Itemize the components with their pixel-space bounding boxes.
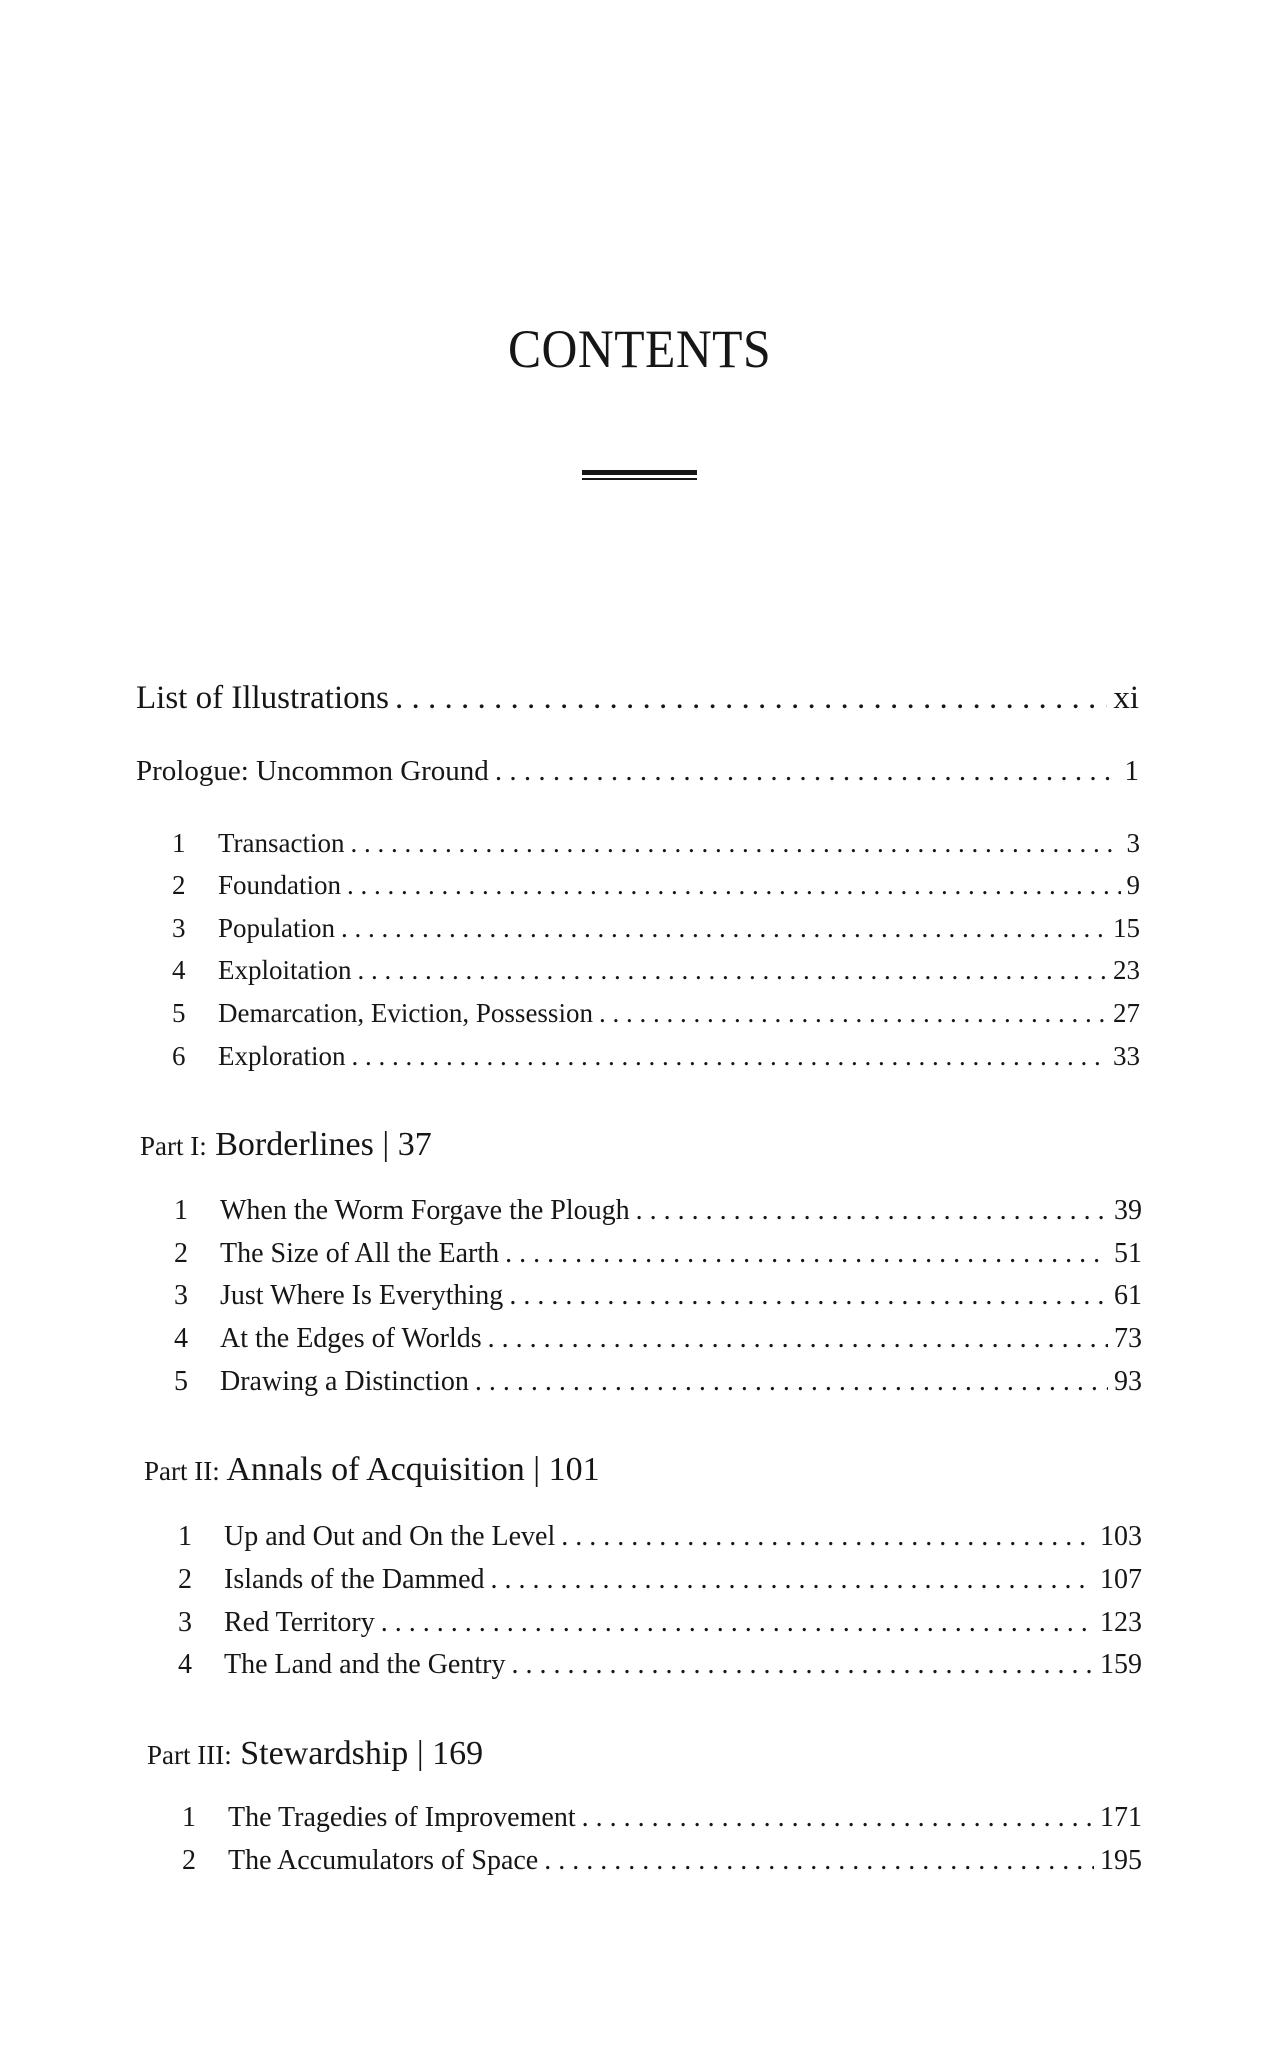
- entry-title: Drawing a Distinction: [220, 1366, 469, 1397]
- title-divider: [582, 470, 697, 480]
- page-number: 61: [1114, 1280, 1142, 1311]
- entry-title: Just Where Is Everything: [220, 1280, 504, 1311]
- toc-entry[interactable]: [178, 1649, 1142, 1681]
- entry-title: When the Worm Forgave the Plough: [220, 1195, 630, 1226]
- toc-entry[interactable]: [174, 1195, 1142, 1227]
- chapter-number: 6: [172, 1041, 186, 1071]
- entry-title: The Size of All the Earth: [220, 1238, 500, 1269]
- toc-entry[interactable]: [172, 913, 1140, 944]
- part-heading: [140, 1126, 432, 1164]
- entry-title: Transaction: [218, 828, 345, 858]
- page-number: xi: [1113, 680, 1139, 716]
- page-number: 9: [1126, 870, 1140, 900]
- dot-leader: [509, 1280, 1108, 1312]
- page-number: 15: [1113, 913, 1140, 943]
- page-number: 23: [1113, 955, 1140, 985]
- entry-title: Exploitation: [218, 955, 352, 985]
- toc-entry[interactable]: [182, 1845, 1142, 1877]
- part-title: Borderlines: [206, 1126, 374, 1163]
- part-page: 101: [548, 1451, 600, 1488]
- page-number: 39: [1114, 1195, 1142, 1226]
- chapter-number: 3: [174, 1280, 188, 1311]
- chapter-number: 4: [172, 955, 186, 985]
- page-number: 73: [1114, 1323, 1142, 1354]
- dot-leader: [544, 1845, 1094, 1877]
- entry-title: Prologue: Uncommon Ground: [136, 755, 489, 787]
- chapter-number: 3: [172, 913, 186, 943]
- toc-entry[interactable]: [178, 1564, 1142, 1596]
- dot-leader: [347, 870, 1120, 901]
- dot-leader: [395, 680, 1107, 717]
- chapter-number: 4: [178, 1649, 192, 1680]
- toc-entry[interactable]: [178, 1521, 1142, 1553]
- part-label: Part II:: [144, 1456, 220, 1486]
- entry-title: Demarcation, Eviction, Possession: [218, 998, 593, 1028]
- chapter-number: 5: [174, 1366, 188, 1397]
- entry-title: At the Edges of Worlds: [220, 1323, 482, 1354]
- dot-leader: [351, 828, 1121, 859]
- page-number: 33: [1113, 1041, 1140, 1071]
- part-page: 169: [432, 1735, 484, 1772]
- chapter-number: 5: [172, 998, 186, 1028]
- entry-title: The Tragedies of Improvement: [228, 1802, 576, 1833]
- dot-leader: [341, 913, 1107, 944]
- page-number: 93: [1114, 1366, 1142, 1397]
- part-title: Annals of Acquisition: [219, 1451, 525, 1488]
- entry-title: Foundation: [218, 870, 342, 900]
- dot-leader: [582, 1802, 1094, 1834]
- page-number: 123: [1100, 1607, 1142, 1638]
- part-separator: |: [524, 1451, 549, 1488]
- chapter-number: 2: [174, 1238, 188, 1269]
- dot-leader: [351, 1041, 1107, 1072]
- chapter-number: 1: [182, 1802, 196, 1833]
- toc-entry[interactable]: [172, 828, 1140, 859]
- toc-entry[interactable]: [136, 755, 1139, 788]
- toc-entry[interactable]: [172, 1041, 1140, 1072]
- entry-title: The Accumulators of Space: [228, 1845, 539, 1876]
- page-number: 51: [1114, 1238, 1142, 1269]
- entry-title: Red Territory: [224, 1607, 375, 1638]
- page-number: 1: [1124, 755, 1139, 787]
- toc-entry[interactable]: [174, 1238, 1142, 1270]
- entry-title: The Land and the Gentry: [224, 1649, 506, 1680]
- page-number: 103: [1100, 1521, 1142, 1552]
- chapter-number: 2: [178, 1564, 192, 1595]
- toc-entry[interactable]: [172, 870, 1140, 901]
- dot-leader: [636, 1195, 1108, 1227]
- entry-title: Population: [218, 913, 336, 943]
- chapter-number: 1: [172, 828, 186, 858]
- page-number: 171: [1100, 1802, 1142, 1833]
- chapter-number: 1: [174, 1195, 188, 1226]
- page-number: 195: [1100, 1845, 1142, 1876]
- part-label: Part III:: [147, 1740, 232, 1770]
- toc-entry[interactable]: [174, 1323, 1142, 1355]
- entry-title: Exploration: [218, 1041, 346, 1071]
- toc-entry[interactable]: [172, 955, 1140, 986]
- entry-title: Islands of the Dammed: [224, 1564, 485, 1595]
- dot-leader: [491, 1564, 1095, 1596]
- toc-entry[interactable]: [178, 1607, 1142, 1639]
- toc-entry[interactable]: [174, 1280, 1142, 1312]
- dot-leader: [357, 955, 1107, 986]
- dot-leader: [505, 1238, 1108, 1270]
- chapter-number: 2: [182, 1845, 196, 1876]
- toc-entry[interactable]: [172, 998, 1140, 1029]
- entry-title: List of Illustrations: [136, 680, 389, 716]
- chapter-number: 1: [178, 1521, 192, 1552]
- part-page: 37: [397, 1126, 432, 1163]
- part-heading: [144, 1451, 600, 1489]
- part-label: Part I:: [140, 1131, 207, 1161]
- page-number: 159: [1100, 1649, 1142, 1680]
- chapter-number: 2: [172, 870, 186, 900]
- toc-entry[interactable]: [174, 1366, 1142, 1398]
- toc-entry[interactable]: [136, 680, 1139, 717]
- dot-leader: [381, 1607, 1094, 1639]
- toc-entry[interactable]: [182, 1802, 1142, 1834]
- entry-title: Up and Out and On the Level: [224, 1521, 556, 1552]
- part-heading: [147, 1735, 483, 1773]
- page-number: 27: [1113, 998, 1140, 1028]
- dot-leader: [475, 1366, 1108, 1398]
- chapter-number: 3: [178, 1607, 192, 1638]
- chapter-number: 4: [174, 1323, 188, 1354]
- part-separator: |: [408, 1735, 433, 1772]
- dot-leader: [561, 1521, 1094, 1553]
- page-number: 107: [1100, 1564, 1142, 1595]
- dot-leader: [511, 1649, 1094, 1681]
- page-title: CONTENTS: [507, 319, 772, 379]
- dot-leader: [599, 998, 1107, 1029]
- part-separator: |: [373, 1126, 398, 1163]
- dot-leader: [488, 1323, 1108, 1355]
- dot-leader: [495, 755, 1119, 788]
- part-title: Stewardship: [231, 1735, 409, 1772]
- page-number: 3: [1126, 828, 1140, 858]
